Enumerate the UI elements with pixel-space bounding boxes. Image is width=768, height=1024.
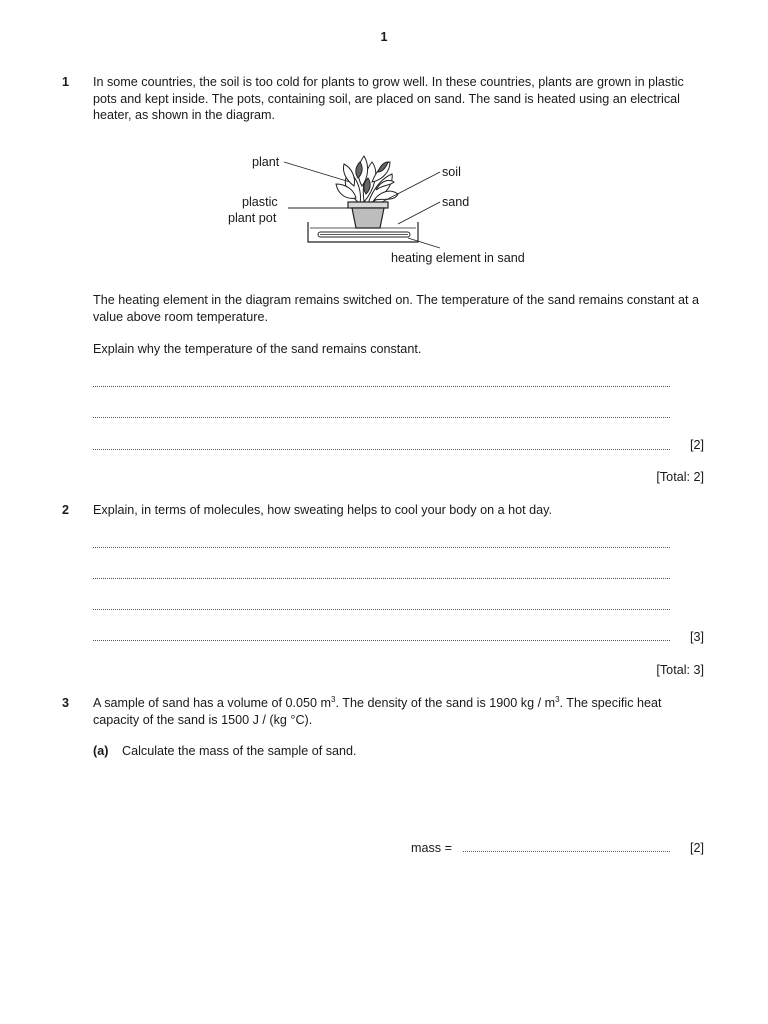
- heating-element: [318, 232, 410, 237]
- question-1-statement: The heating element in the diagram remains switched on. The temperature of the sand remains constant at a value above room temperature.: [93, 293, 700, 324]
- question-1-number: 1: [62, 75, 70, 89]
- label-heating-element: heating element in sand: [391, 251, 525, 265]
- answer-line[interactable]: [93, 414, 670, 418]
- label-soil: soil: [442, 165, 461, 179]
- question-3-intro: A sample of sand has a volume of 0.050 $m^3$. The density of the sand is 1900 kg / $m^3$. The specific heat capacity of the sand is 1500 J / (kg °C).: [93, 695, 662, 727]
- question-3a-question: Calculate the mass of the sample of sand.: [122, 744, 357, 758]
- question-2-question: Explain, in terms of molecules, how sweating helps to cool your body on a hot day.: [93, 503, 552, 517]
- question-3a-marks: [2]: [689, 841, 704, 855]
- question-1-marks: [2]: [689, 438, 704, 452]
- question-3-number: 3: [62, 696, 70, 710]
- question-2-marks: [3]: [689, 630, 704, 644]
- question-1-intro: In some countries, the soil is too cold for plants to grow well. In these countries, plants are grown in plastic pots and kept inside. The pots, containing soil, are placed on sand. The sand is heated using an electrical heater, as shown in the diagram.: [93, 75, 684, 122]
- answer-line[interactable]: [93, 446, 670, 450]
- label-plant: plant: [252, 155, 280, 169]
- answer-line[interactable]: [93, 637, 670, 641]
- page-number: 1: [380, 30, 388, 44]
- question-1-question: Explain why the temperature of the sand remains constant.: [93, 342, 422, 356]
- plant-pot-heater-diagram: [222, 142, 552, 274]
- answer-line[interactable]: [93, 575, 670, 579]
- question-2-number: 2: [62, 503, 70, 517]
- label-sand: sand: [442, 195, 470, 209]
- label-plant-pot: plant pot: [228, 211, 277, 225]
- question-2-total: [Total: 3]: [656, 663, 704, 677]
- mass-answer-label: mass =: [411, 841, 452, 855]
- answer-line[interactable]: [93, 383, 670, 387]
- label-plastic: plastic: [242, 195, 278, 209]
- answer-line[interactable]: [93, 606, 670, 610]
- question-1-total: [Total: 2]: [656, 470, 704, 484]
- plant-drawing: [336, 156, 398, 204]
- answer-line[interactable]: [93, 544, 670, 548]
- question-3a-label: (a): [93, 744, 109, 758]
- mass-answer-line[interactable]: [463, 848, 670, 852]
- plastic-plant-pot: [348, 202, 388, 228]
